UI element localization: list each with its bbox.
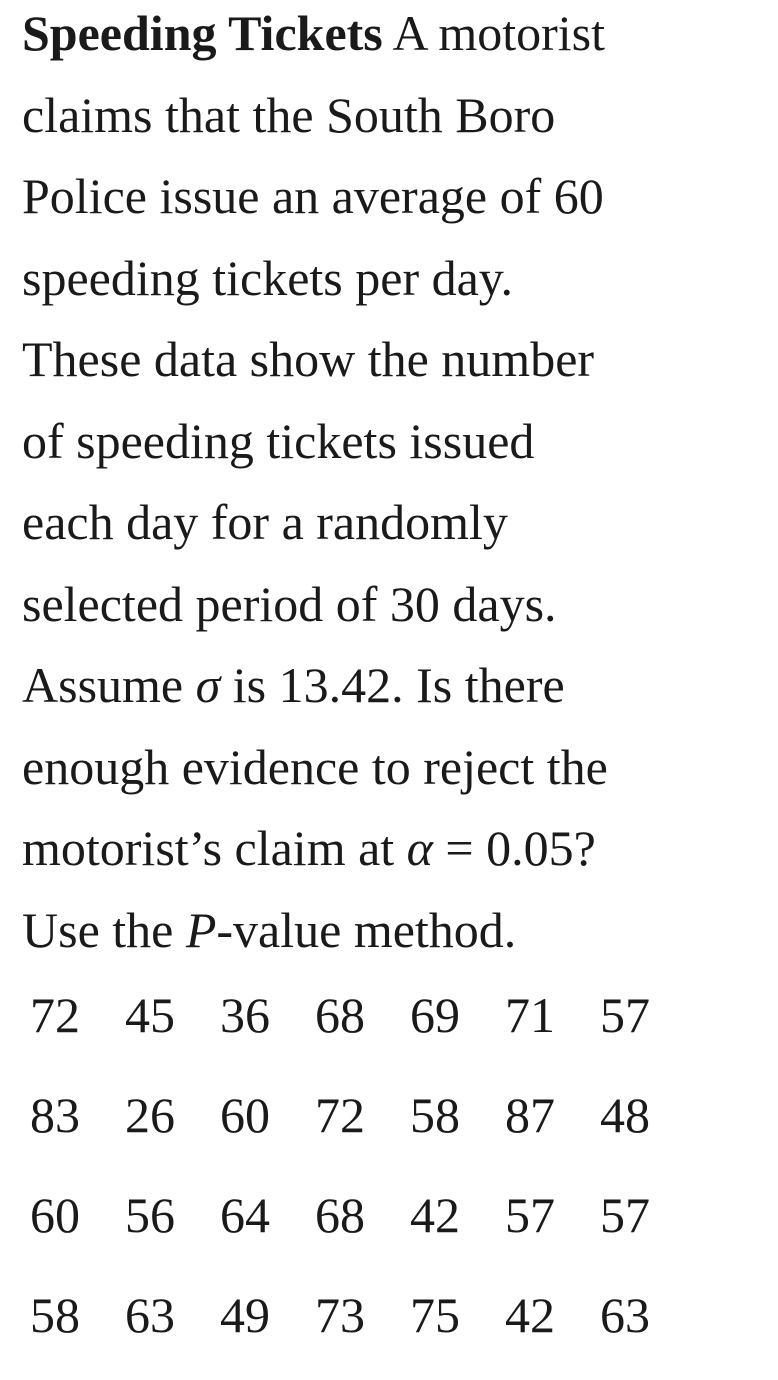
table-cell: 58: [410, 1087, 460, 1143]
table-cell: 71: [505, 987, 555, 1043]
problem-line: [22, 897, 762, 979]
problem-text: [22, 0, 762, 978]
problem-line-text: motorist’s claim at: [22, 820, 407, 876]
data-table-body: [30, 980, 695, 1380]
table-row: [30, 1080, 695, 1180]
problem-line: enough evidence to reject the: [22, 738, 608, 795]
problem-line: Police issue an average of 60: [22, 168, 604, 224]
problem-line: These data show the number: [22, 331, 595, 387]
table-cell: 26: [125, 1087, 175, 1143]
table-row: [30, 1180, 695, 1280]
table-cell: 60: [30, 1187, 80, 1243]
problem-line-text: Use the: [22, 901, 186, 958]
problem-line: [22, 652, 762, 734]
table-cell: 63: [125, 1287, 175, 1343]
table-cell: 72: [315, 1087, 365, 1143]
table-row: [30, 1280, 695, 1380]
table-cell: 69: [410, 987, 460, 1043]
data-table: [30, 980, 695, 1380]
problem-title: Speeding Tickets: [22, 5, 383, 61]
table-cell: 87: [505, 1087, 555, 1143]
table-cell: 36: [220, 987, 270, 1043]
table-cell: 60: [220, 1087, 270, 1143]
table-cell: 68: [315, 987, 365, 1043]
table-cell: 42: [505, 1287, 555, 1343]
table-cell: 64: [220, 1187, 270, 1243]
problem-line: each day for a randomly: [22, 494, 508, 550]
problem-line: [22, 0, 762, 82]
table-cell: 49: [220, 1287, 270, 1343]
table-cell: 72: [30, 987, 80, 1043]
table-cell: 75: [410, 1287, 460, 1343]
table-cell: 63: [600, 1287, 650, 1343]
table-cell: 58: [30, 1287, 80, 1343]
problem-line: of speeding tickets issued: [22, 412, 535, 469]
alpha-symbol: α: [406, 820, 433, 876]
table-cell: 57: [600, 987, 650, 1043]
problem-line-text: A motorist: [382, 5, 606, 61]
table-cell: 83: [30, 1087, 80, 1143]
table-cell: 48: [600, 1087, 650, 1143]
table-cell: 45: [125, 987, 175, 1043]
sigma-symbol: σ: [195, 657, 221, 713]
problem-line-text: = 0.05?: [432, 820, 596, 876]
p-symbol: P: [185, 901, 217, 958]
table-cell: 56: [125, 1187, 175, 1243]
table-cell: 68: [315, 1187, 365, 1243]
table-row: [30, 980, 695, 1080]
table-cell: 57: [600, 1187, 650, 1243]
problem-line-text: Assume: [22, 657, 196, 713]
table-cell: 57: [505, 1187, 555, 1243]
problem-line: speeding tickets per day.: [22, 249, 514, 306]
problem-line: claims that the South Boro: [22, 86, 556, 143]
problem-line-text: -value method.: [216, 901, 517, 958]
problem-line: [22, 815, 762, 897]
table-cell: 73: [315, 1287, 365, 1343]
table-cell: 42: [410, 1187, 460, 1243]
problem-line-text: is 13.42. Is there: [220, 657, 565, 713]
problem-line: selected period of 30 days.: [22, 575, 557, 632]
